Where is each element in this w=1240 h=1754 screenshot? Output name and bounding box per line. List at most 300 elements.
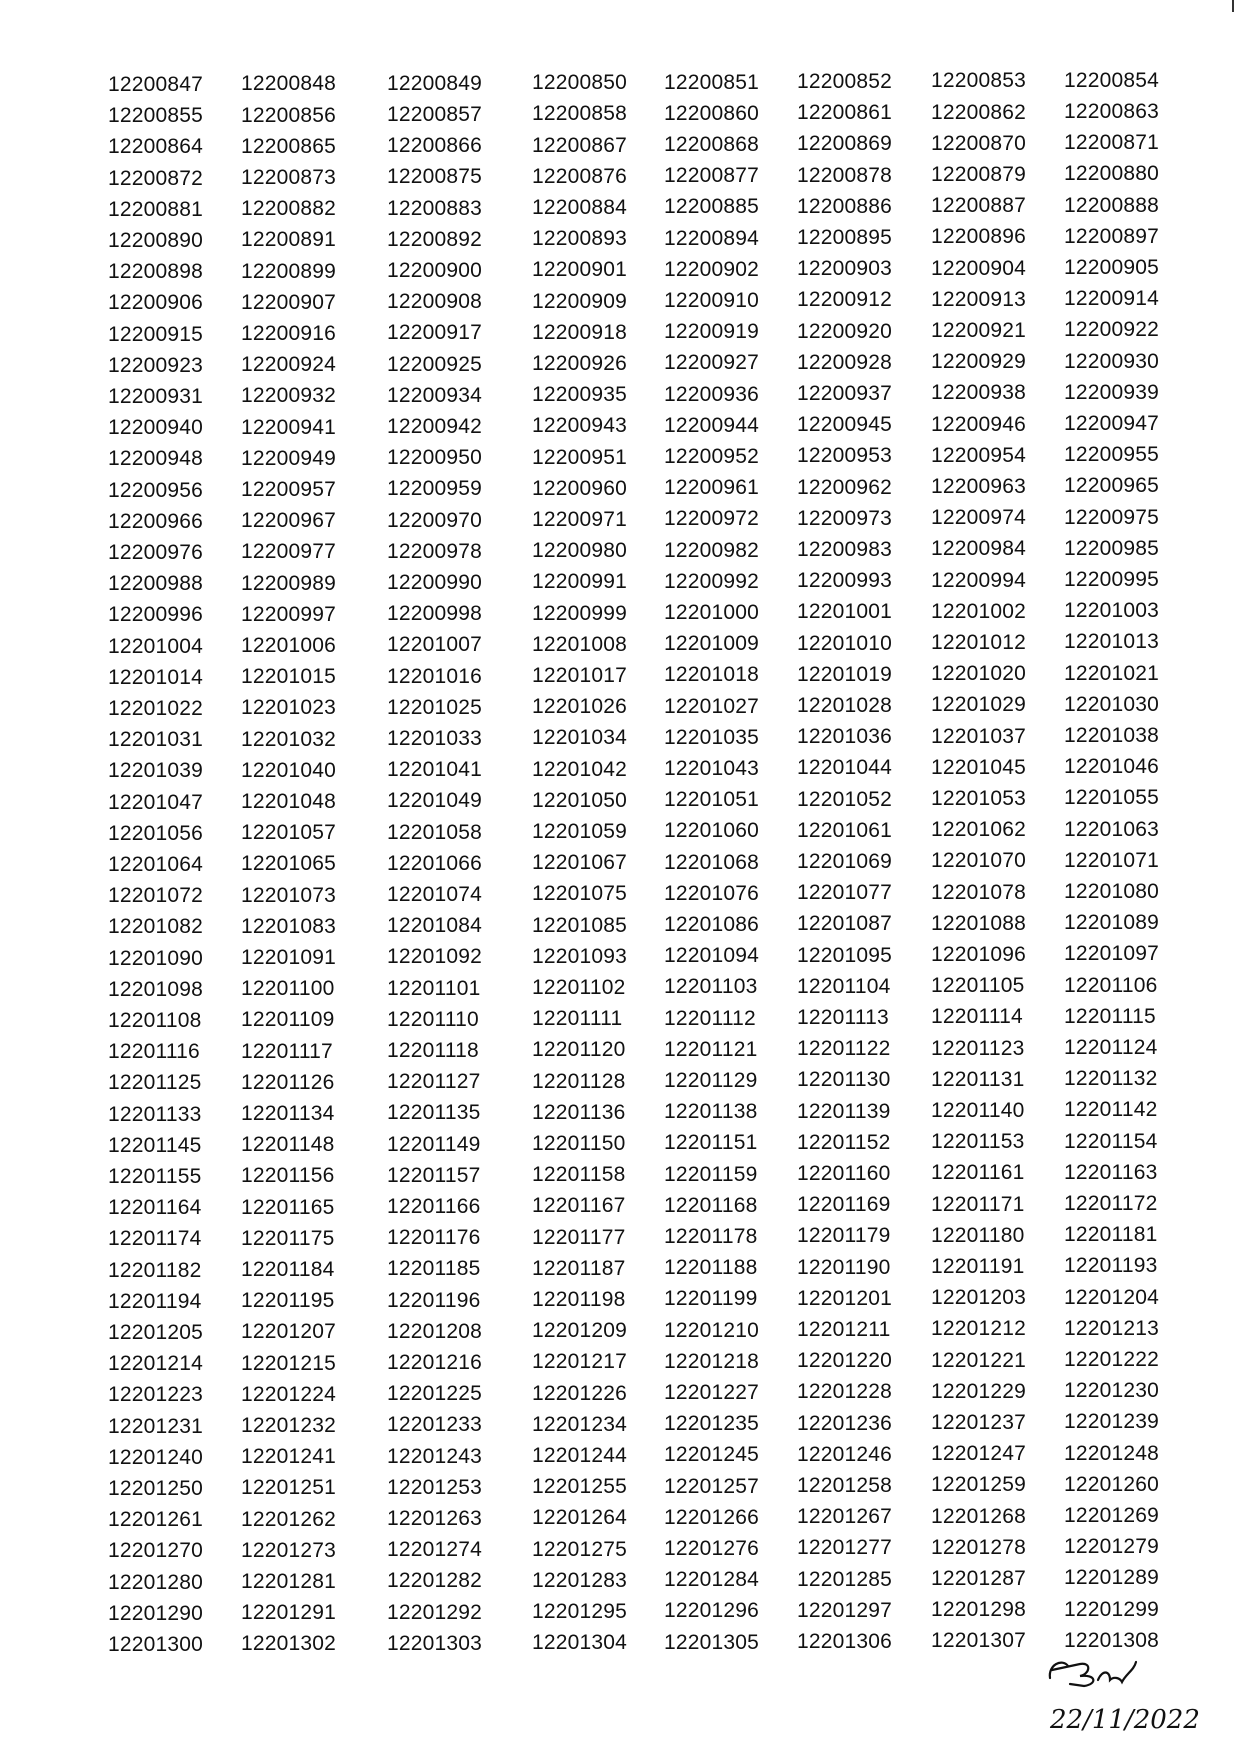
- roll-number-cell: 12201083: [241, 914, 337, 938]
- roll-number-cell: 12200939: [1064, 380, 1160, 404]
- roll-number-cell: 12201207: [241, 1320, 337, 1344]
- roll-number-cell: 12200915: [108, 322, 204, 346]
- roll-number-cell: 12201281: [241, 1570, 337, 1593]
- roll-number-cell: 12201000: [664, 601, 760, 624]
- roll-number-cell: 12200905: [1064, 256, 1160, 279]
- roll-number-cell: 12201166: [387, 1195, 481, 1218]
- table-row: [0, 1349, 1240, 1379]
- roll-number-cell: 12200976: [108, 541, 204, 564]
- roll-number-cell: 12201253: [387, 1475, 483, 1499]
- roll-number-cell: 12201124: [1064, 1036, 1158, 1059]
- roll-number-cell: 12201140: [931, 1099, 1025, 1122]
- roll-number-cell: 12200853: [931, 69, 1027, 93]
- roll-number-cell: 12201287: [931, 1567, 1027, 1590]
- roll-number-cell: 12200948: [108, 447, 204, 471]
- roll-number-cell: 12200865: [241, 134, 337, 158]
- roll-number-cell: 12200907: [241, 290, 337, 314]
- roll-number-cell: 12200953: [797, 444, 893, 468]
- roll-number-cell: 12200856: [241, 103, 337, 127]
- roll-number-cell: 12201044: [797, 756, 893, 780]
- roll-number-cell: 12201209: [532, 1319, 628, 1343]
- roll-number-cell: 12200929: [931, 350, 1027, 374]
- roll-number-cell: 12201216: [387, 1351, 483, 1374]
- roll-number-cell: 12201239: [1064, 1410, 1160, 1434]
- roll-number-cell: 12200936: [664, 382, 760, 406]
- roll-number-cell: 12201072: [108, 884, 204, 908]
- roll-number-cell: 12201085: [532, 913, 628, 937]
- table-row: [0, 195, 1240, 225]
- roll-number-cell: 12201095: [797, 943, 893, 967]
- roll-number-cell: 12200900: [387, 259, 483, 282]
- roll-number-cell: 12201058: [387, 820, 483, 844]
- roll-number-cell: 12200959: [387, 477, 483, 501]
- roll-number-cell: 12201291: [241, 1601, 337, 1625]
- roll-number-cell: 12200985: [1064, 536, 1160, 560]
- roll-number-cell: 12200869: [797, 132, 893, 156]
- roll-number-cell: 12200862: [931, 100, 1027, 124]
- roll-number-cell: 12201145: [108, 1133, 202, 1157]
- roll-number-cell: 12200974: [931, 506, 1027, 530]
- roll-number-cell: 12201129: [664, 1069, 758, 1092]
- table-row: [0, 694, 1240, 724]
- roll-number-cell: 12200920: [797, 319, 893, 343]
- roll-number-cell: 12201154: [1064, 1129, 1158, 1153]
- roll-number-cell: 12200992: [664, 569, 760, 593]
- roll-number-cell: 12201130: [797, 1068, 891, 1092]
- roll-number-cell: 12200870: [931, 131, 1027, 155]
- roll-number-cell: 12201073: [241, 883, 337, 907]
- roll-number-cell: 12201305: [664, 1630, 760, 1654]
- table-row: [0, 819, 1240, 849]
- roll-number-cell: 12200934: [387, 383, 483, 407]
- roll-number-cell: 12201297: [797, 1598, 893, 1622]
- roll-number-cell: 12201118: [387, 1039, 479, 1062]
- roll-number-cell: 12200973: [797, 506, 893, 530]
- roll-number-cell: 12201229: [931, 1379, 1027, 1403]
- roll-number-cell: 12200917: [387, 321, 483, 345]
- roll-number-cell: 12201213: [1064, 1316, 1160, 1340]
- roll-number-cell: 12201127: [387, 1070, 481, 1094]
- roll-number-cell: 12201093: [532, 944, 628, 968]
- roll-number-cell: 12200984: [931, 537, 1027, 561]
- table-row: [0, 1380, 1240, 1410]
- roll-number-cell: 12200899: [241, 259, 337, 283]
- roll-number-cell: 12200903: [797, 257, 893, 281]
- roll-number-cell: 12200932: [241, 384, 337, 408]
- table-row: [0, 975, 1240, 1005]
- roll-number-cell: 12200957: [241, 478, 337, 501]
- roll-number-cell: 12201116: [108, 1040, 200, 1064]
- roll-number-cell: 12201259: [931, 1473, 1027, 1497]
- roll-number-cell: 12200864: [108, 135, 204, 159]
- roll-number-cell: 12201274: [387, 1538, 483, 1562]
- roll-number-cell: 12201134: [241, 1102, 335, 1125]
- roll-number-cell: 12201040: [241, 758, 337, 782]
- roll-number-cell: 12201167: [532, 1194, 626, 1218]
- roll-number-cell: 12200883: [387, 196, 483, 220]
- roll-number-cell: 12200861: [797, 101, 893, 125]
- roll-number-cell: 12201201: [797, 1286, 893, 1310]
- roll-number-cell: 12201257: [664, 1474, 760, 1498]
- roll-number-cell: 12200996: [108, 603, 204, 627]
- roll-number-cell: 12201105: [931, 974, 1025, 998]
- table-row: [0, 444, 1240, 474]
- roll-number-cell: 12200946: [931, 412, 1027, 436]
- roll-number-cell: 12200928: [797, 350, 893, 374]
- roll-number-cell: 12201261: [108, 1508, 204, 1532]
- roll-number-cell: 12200927: [664, 351, 760, 375]
- roll-number-cell: 12201289: [1064, 1566, 1160, 1590]
- roll-number-cell: 12200858: [532, 102, 628, 126]
- roll-number-cell: 12200930: [1064, 349, 1160, 373]
- roll-number-cell: 12201247: [931, 1442, 1027, 1466]
- roll-number-cell: 12201010: [797, 631, 893, 655]
- roll-number-cell: 12201092: [387, 945, 483, 969]
- roll-number-cell: 12200855: [108, 104, 204, 128]
- roll-number-cell: 12201273: [241, 1538, 337, 1562]
- roll-number-cell: 12201193: [1064, 1254, 1158, 1278]
- roll-number-cell: 12201033: [387, 727, 483, 750]
- roll-number-cell: 12201060: [664, 819, 760, 843]
- table-row: [0, 1505, 1240, 1535]
- roll-number-cell: 12200991: [532, 570, 628, 594]
- roll-number-cell: 12200960: [532, 476, 628, 500]
- roll-number-cell: 12200888: [1064, 193, 1160, 217]
- roll-number-cell: 12200849: [387, 71, 483, 95]
- roll-number-cell: 12201132: [1064, 1067, 1158, 1091]
- roll-number-cell: 12201104: [797, 974, 891, 998]
- roll-number-cell: 12201184: [241, 1258, 335, 1281]
- roll-number-cell: 12201075: [532, 882, 628, 906]
- roll-number-cell: 12201231: [108, 1414, 204, 1438]
- table-row: [0, 1287, 1240, 1317]
- roll-number-cell: 12200980: [532, 539, 628, 563]
- roll-number-cell: 12201211: [797, 1318, 891, 1341]
- roll-number-cell: 12200940: [108, 416, 204, 440]
- roll-number-cell: 12201175: [241, 1226, 335, 1250]
- roll-number-cell: 12201169: [797, 1193, 891, 1217]
- roll-number-cell: 12201013: [1064, 630, 1160, 654]
- roll-number-cell: 12201049: [387, 789, 483, 813]
- roll-number-cell: 12201110: [387, 1007, 479, 1031]
- roll-number-cell: 12200945: [797, 413, 893, 437]
- roll-number-cell: 12201296: [664, 1599, 760, 1623]
- roll-number-cell: 12200949: [241, 446, 337, 470]
- roll-number-cell: 12201088: [931, 911, 1027, 935]
- roll-number-cell: 12200850: [532, 71, 628, 95]
- roll-number-cell: 12201243: [387, 1444, 483, 1468]
- roll-number-cell: 12201012: [931, 631, 1027, 654]
- roll-number-cell: 12200881: [108, 197, 204, 221]
- roll-number-cell: 12201074: [387, 883, 483, 906]
- roll-number-cell: 12201149: [387, 1132, 481, 1156]
- roll-number-cell: 12201042: [532, 757, 628, 781]
- roll-number-cell: 12200878: [797, 163, 893, 187]
- roll-number-cell: 12200868: [664, 133, 760, 156]
- roll-number-cell: 12201244: [532, 1444, 628, 1467]
- roll-number-cell: 12201050: [532, 788, 628, 812]
- table-row: [0, 1224, 1240, 1254]
- roll-number-cell: 12200896: [931, 225, 1027, 249]
- roll-number-cell: 12201299: [1064, 1597, 1160, 1621]
- roll-number-cell: 12200944: [664, 413, 760, 437]
- roll-number-cell: 12201028: [797, 694, 893, 717]
- roll-number-cell: 12201151: [664, 1131, 758, 1155]
- roll-number-cell: 12201283: [532, 1568, 628, 1592]
- roll-number-cell: 12201178: [664, 1225, 758, 1248]
- roll-number-cell: 12201214: [108, 1352, 204, 1376]
- roll-number-cell: 12201112: [664, 1006, 756, 1030]
- roll-number-cell: 12201190: [797, 1255, 891, 1279]
- roll-number-cell: 12201100: [241, 977, 335, 1001]
- roll-number-cell: 12201117: [241, 1039, 333, 1063]
- roll-number-cell: 12201076: [664, 881, 760, 905]
- roll-number-cell: 12200923: [108, 353, 204, 377]
- roll-number-cell: 12201177: [532, 1225, 626, 1249]
- roll-number-cell: 12201171: [931, 1192, 1025, 1216]
- table-row: [0, 663, 1240, 693]
- table-row: [0, 1162, 1240, 1192]
- roll-number-cell: 12200922: [1064, 318, 1160, 342]
- roll-number-cell: 12200961: [664, 476, 760, 500]
- roll-number-cell: 12200983: [797, 538, 893, 561]
- roll-number-cell: 12201164: [108, 1196, 202, 1220]
- roll-number-cell: 12201176: [387, 1226, 481, 1250]
- roll-number-cell: 12200988: [108, 572, 204, 596]
- roll-number-cell: 12201020: [931, 662, 1027, 686]
- roll-number-cell: 12201205: [108, 1321, 204, 1344]
- roll-number-cell: 12201222: [1064, 1348, 1160, 1371]
- roll-number-cell: 12201034: [532, 726, 628, 750]
- roll-number-cell: 12200895: [797, 226, 893, 249]
- signature-date: 22/11/2022: [1050, 1705, 1200, 1735]
- roll-number-cell: 12200863: [1064, 100, 1160, 123]
- roll-number-cell: 12201308: [1064, 1628, 1160, 1652]
- roll-number-cell: 12201237: [931, 1411, 1027, 1434]
- roll-number-cell: 12200970: [387, 508, 483, 532]
- table-row: [0, 288, 1240, 318]
- table-row: [0, 944, 1240, 974]
- roll-number-cell: 12201043: [664, 757, 760, 780]
- roll-number-cell: 12201269: [1064, 1504, 1160, 1527]
- roll-number-cell: 12201223: [108, 1383, 204, 1407]
- roll-number-cell: 12201017: [532, 664, 628, 687]
- roll-number-cell: 12201236: [797, 1411, 893, 1435]
- roll-number-cell: 12201109: [241, 1008, 335, 1032]
- roll-number-cell: 12200952: [664, 445, 760, 468]
- roll-number-cell: 12200873: [241, 166, 337, 189]
- roll-number-cell: 12201030: [1064, 692, 1160, 716]
- roll-number-cell: 12201071: [1064, 848, 1160, 872]
- roll-number-cell: 12201014: [108, 665, 204, 689]
- roll-number-cell: 12201220: [797, 1349, 893, 1373]
- roll-number-cell: 12201142: [1064, 1098, 1158, 1122]
- roll-number-cell: 12201113: [797, 1006, 889, 1029]
- roll-number-cell: 12201217: [532, 1350, 628, 1374]
- roll-number-cell: 12201087: [797, 912, 893, 936]
- roll-number-cell: 12201248: [1064, 1441, 1160, 1465]
- roll-number-cell: 12201069: [797, 850, 893, 873]
- table-row: [0, 725, 1240, 755]
- roll-number-cell: 12201123: [931, 1036, 1025, 1060]
- roll-number-cell: 12201262: [241, 1507, 337, 1531]
- roll-number-cell: 12201138: [664, 1100, 758, 1124]
- signature-block: [1040, 1640, 1230, 1740]
- roll-number-cell: 12201295: [532, 1600, 628, 1623]
- roll-number-cell: 12201102: [532, 976, 626, 999]
- roll-number-cell: 12200999: [532, 601, 628, 625]
- roll-number-cell: 12201278: [931, 1535, 1027, 1559]
- roll-number-cell: 12200937: [797, 382, 893, 405]
- roll-number-cell: 12201056: [108, 821, 204, 845]
- roll-number-cell: 12200887: [931, 194, 1027, 218]
- roll-number-cell: 12201029: [931, 693, 1027, 717]
- roll-number-cell: 12201019: [797, 662, 893, 686]
- roll-number-cell: 12200894: [664, 226, 760, 250]
- roll-number-cell: 12200997: [241, 602, 337, 626]
- roll-number-cell: 12201179: [797, 1224, 891, 1248]
- roll-number-cell: 12201120: [532, 1038, 626, 1062]
- roll-number-cell: 12200935: [532, 383, 628, 407]
- roll-number-cell: 12201199: [664, 1287, 758, 1311]
- roll-number-cell: 12201306: [797, 1630, 893, 1653]
- roll-number-cell: 12200860: [664, 101, 760, 125]
- roll-number-cell: 12201059: [532, 820, 628, 843]
- roll-number-cell: 12201246: [797, 1442, 893, 1466]
- roll-number-cell: 12201148: [241, 1133, 335, 1157]
- roll-number-cell: 12201031: [108, 728, 204, 752]
- roll-number-cell: 12201212: [931, 1317, 1027, 1341]
- roll-number-cell: 12200871: [1064, 131, 1160, 155]
- roll-number-cell: 12200910: [664, 289, 760, 312]
- roll-number-cell: 12200956: [108, 478, 204, 502]
- roll-number-cell: 12201180: [931, 1223, 1025, 1247]
- roll-number-cell: 12201038: [1064, 724, 1160, 747]
- roll-number-cell: 12201041: [387, 758, 483, 782]
- roll-number-cell: 12201245: [664, 1443, 760, 1467]
- table-row: [0, 320, 1240, 350]
- roll-number-cell: 12201268: [931, 1504, 1027, 1528]
- roll-number-cell: 12201103: [664, 975, 758, 999]
- table-row: [0, 632, 1240, 662]
- roll-number-cell: 12200851: [664, 70, 760, 94]
- table-row: [0, 1037, 1240, 1067]
- roll-number-cell: 12201210: [664, 1318, 760, 1342]
- roll-number-cell: 12200921: [931, 319, 1027, 342]
- roll-number-cell: 12200852: [797, 70, 893, 93]
- roll-number-cell: 12200854: [1064, 68, 1160, 92]
- roll-number-cell: 12200904: [931, 256, 1027, 280]
- roll-number-cell: 12201241: [241, 1445, 337, 1469]
- roll-number-cell: 12201139: [797, 1099, 891, 1123]
- roll-number-cell: 12200877: [664, 164, 760, 188]
- roll-number-cell: 12201277: [797, 1536, 893, 1560]
- roll-number-cell: 12201046: [1064, 755, 1160, 779]
- table-row: [0, 413, 1240, 443]
- handwritten-signature: [1040, 1640, 1230, 1740]
- roll-number-cell: 12201080: [1064, 880, 1160, 903]
- roll-number-cell: 12201215: [241, 1351, 337, 1375]
- roll-number-cell: 12201228: [797, 1380, 893, 1404]
- roll-number-cell: 12201106: [1064, 973, 1158, 997]
- roll-number-cell: 12201204: [1064, 1285, 1160, 1309]
- roll-number-cell: 12201159: [664, 1162, 758, 1186]
- roll-number-cell: 12201304: [532, 1631, 628, 1655]
- roll-number-cell: 12200906: [108, 291, 204, 315]
- roll-number-cell: 12200947: [1064, 412, 1160, 435]
- roll-number-cell: 12200909: [532, 289, 628, 313]
- roll-number-cell: 12201276: [664, 1537, 760, 1560]
- roll-number-cell: 12201196: [387, 1288, 481, 1312]
- roll-number-cell: 12201163: [1064, 1160, 1158, 1184]
- roll-number-cell: 12200975: [1064, 505, 1160, 529]
- roll-number-cell: 12201098: [108, 977, 204, 1001]
- roll-number-cell: 12201003: [1064, 599, 1160, 623]
- roll-number-cell: 12200914: [1064, 287, 1160, 311]
- roll-number-cell: 12201077: [797, 881, 893, 905]
- roll-number-cell: 12201006: [241, 634, 337, 657]
- roll-number-cell: 12201153: [931, 1130, 1025, 1154]
- roll-number-cell: 12200995: [1064, 568, 1160, 591]
- roll-number-cell: 12200951: [532, 445, 628, 469]
- roll-number-cell: 12201172: [1064, 1192, 1158, 1215]
- table-row: [0, 881, 1240, 911]
- roll-number-cell: 12201191: [931, 1255, 1025, 1278]
- roll-number-cell: 12201115: [1064, 1004, 1156, 1028]
- roll-number-cell: 12201279: [1064, 1535, 1160, 1559]
- roll-number-cell: 12200962: [797, 475, 893, 499]
- roll-number-cell: 12200954: [931, 443, 1027, 467]
- roll-number-cell: 12201133: [108, 1102, 202, 1126]
- roll-number-cell: 12201292: [387, 1600, 483, 1624]
- roll-number-cell: 12201007: [387, 633, 483, 657]
- table-row: [0, 1412, 1240, 1442]
- roll-number-cell: 12201284: [664, 1568, 760, 1592]
- roll-number-cell: 12200990: [387, 571, 483, 594]
- table-row: [0, 850, 1240, 880]
- roll-number-cell: 12201156: [241, 1164, 335, 1188]
- roll-number-cell: 12201065: [241, 852, 337, 876]
- roll-number-cell: 12200971: [532, 508, 628, 531]
- roll-number-cell: 12201096: [931, 943, 1027, 966]
- roll-number-cell: 12200872: [108, 166, 204, 190]
- roll-number-cell: 12201303: [387, 1631, 483, 1655]
- roll-number-cell: 12200925: [387, 352, 483, 376]
- roll-number-cell: 12200897: [1064, 224, 1160, 248]
- roll-number-cell: 12201125: [108, 1071, 202, 1095]
- roll-number-cell: 12201016: [387, 664, 483, 688]
- roll-number-cell: 12201035: [664, 725, 760, 749]
- table-row: [0, 1599, 1240, 1629]
- roll-number-cell: 12200978: [387, 539, 483, 563]
- roll-number-cell: 12201122: [797, 1037, 891, 1061]
- roll-number-cell: 12201150: [532, 1132, 626, 1155]
- roll-number-cell: 12200866: [387, 134, 483, 158]
- table-row: [0, 1536, 1240, 1566]
- table-row: [0, 788, 1240, 818]
- roll-number-cell: 12201045: [931, 755, 1027, 779]
- roll-number-cell: 12201067: [532, 851, 628, 875]
- table-row: [0, 382, 1240, 412]
- roll-number-cell: 12200993: [797, 569, 893, 593]
- roll-number-cell: 12201057: [241, 821, 337, 845]
- table-row: [0, 507, 1240, 537]
- roll-number-cell: 12201047: [108, 790, 204, 814]
- table-row: [0, 1568, 1240, 1598]
- roll-number-cell: 12201233: [387, 1413, 483, 1437]
- roll-number-cell: 12201224: [241, 1382, 337, 1406]
- roll-number-cell: 12201068: [664, 850, 760, 874]
